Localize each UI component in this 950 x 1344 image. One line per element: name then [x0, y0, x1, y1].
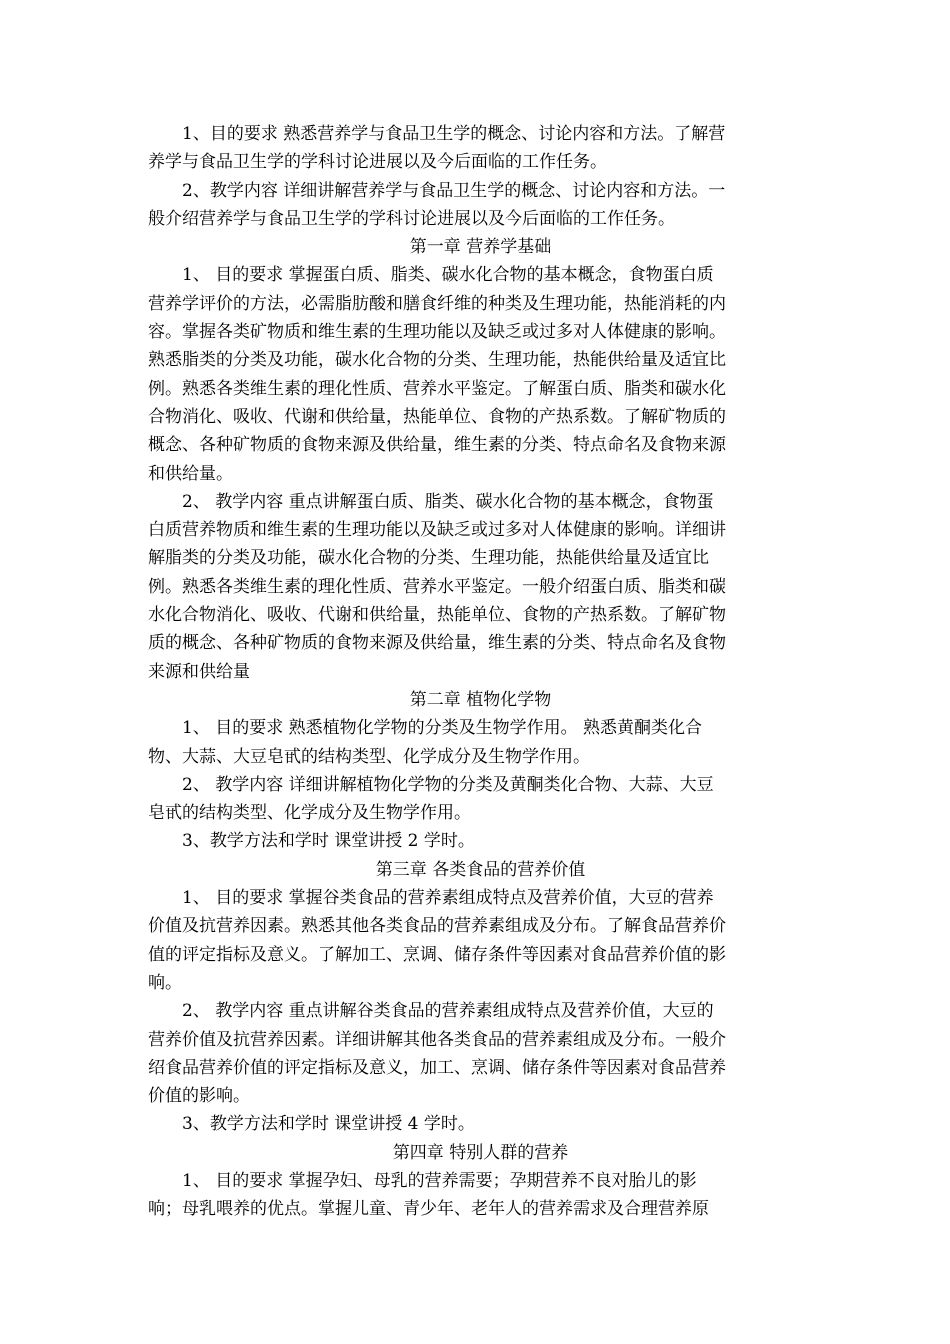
chapter-heading: 第四章 特别人群的营养 — [392, 1142, 569, 1163]
text-line: 容。掌握各类矿物质和维生素的生理功能以及缺乏或过多对人体健康的影响。 — [148, 322, 726, 343]
text-line: 1、目的要求 熟悉营养学与食品卫生学的概念、讨论内容和方法。了解营 — [182, 124, 726, 144]
text-line: 1、 目的要求 掌握谷类食品的营养素组成特点及营养价值，大豆的营养 — [182, 888, 714, 909]
chapter-heading: 第一章 营养学基础 — [409, 237, 552, 258]
text-line: 2、 教学内容 重点讲解谷类食品的营养素组成特点及营养价值，大豆的 — [182, 1001, 714, 1022]
text-line: 1、 目的要求 掌握孕妇、母乳的营养需要；孕期营养不良对胎儿的影 — [182, 1170, 697, 1191]
text-line: 般介绍营养学与食品卫生学的学科讨论进展以及今后面临的工作任务。 — [148, 208, 675, 229]
text-line: 3、教学方法和学时 课堂讲授 4 学时。 — [182, 1114, 475, 1135]
text-line: 质的概念、各种矿物质的食物来源及供给量，维生素的分类、特点命名及食物 — [148, 633, 726, 654]
text-line: 合物消化、吸收、代谢和供给量，热能单位、食物的产热系数。了解矿物质的 — [148, 406, 726, 427]
text-line: 白质营养物质和维生素的生理功能以及缺乏或过多对人体健康的影响。详细讲 — [148, 520, 726, 541]
text-line: 2、教学内容 详细讲解营养学与食品卫生学的概念、讨论内容和方法。一 — [182, 180, 726, 201]
text-line: 例。熟悉各类维生素的理化性质、营养水平鉴定。了解蛋白质、脂类和碳水化 — [148, 378, 726, 399]
text-line: 3、教学方法和学时 课堂讲授 2 学时。 — [182, 831, 475, 852]
text-line: 来源和供给量 — [148, 661, 250, 682]
text-line: 值的评定指标及意义。了解加工、烹调、储存条件等因素对食品营养价值的影 — [148, 944, 726, 965]
text-line: 例。熟悉各类维生素的理化性质、营养水平鉴定。一般介绍蛋白质、脂类和碳 — [148, 576, 726, 597]
text-line: 价值及抗营养因素。熟悉其他各类食品的营养素组成及分布。了解食品营养价 — [148, 916, 726, 937]
text-line: 价值的影响。 — [148, 1086, 250, 1107]
text-line: 熟悉脂类的分类及功能，碳水化合物的分类、生理功能，热能供给量及适宜比 — [148, 350, 726, 371]
text-line: 1、 目的要求 掌握蛋白质、脂类、碳水化合物的基本概念，食物蛋白质 — [182, 265, 714, 286]
text-line: 解脂类的分类及功能，碳水化合物的分类、生理功能，热能供给量及适宜比 — [148, 548, 709, 569]
text-line: 营养学评价的方法，必需脂肪酸和膳食纤维的种类及生理功能，热能消耗的内 — [148, 293, 726, 314]
text-line: 物、大蒜、大豆皂甙的结构类型、化学成分及生物学作用。 — [148, 746, 590, 767]
text-line: 和供给量。 — [148, 463, 233, 484]
text-line: 响；母乳喂养的优点。掌握儿童、青少年、老年人的营养需求及合理营养原 — [148, 1199, 709, 1220]
text-line: 水化合物消化、吸收、代谢和供给量，热能单位、食物的产热系数。了解矿物 — [148, 605, 726, 626]
text-line: 概念、各种矿物质的食物来源及供给量，维生素的分类、特点命名及食物来源 — [148, 435, 726, 456]
text-line: 响。 — [148, 972, 182, 993]
text-line: 1、 目的要求 熟悉植物化学物的分类及生物学作用。 熟悉黄酮类化合 — [182, 718, 703, 739]
chapter-heading: 第二章 植物化学物 — [409, 689, 552, 710]
text-line: 2、 教学内容 重点讲解蛋白质、脂类、碳水化合物的基本概念，食物蛋 — [182, 491, 714, 512]
chapter-heading: 第三章 各类食品的营养价值 — [375, 859, 586, 880]
text-line: 营养价值及抗营养因素。详细讲解其他各类食品的营养素组成及分布。一般介 — [148, 1029, 726, 1050]
text-line: 皂甙的结构类型、化学成分及生物学作用。 — [148, 803, 471, 824]
text-line: 绍食品营养价值的评定指标及意义，加工、烹调、储存条件等因素对食品营养 — [148, 1057, 726, 1078]
text-line: 养学与食品卫生学的学科讨论进展以及今后面临的工作任务。 — [148, 152, 607, 173]
document-page — [148, 120, 813, 1224]
text-line: 2、 教学内容 详细讲解植物化学物的分类及黄酮类化合物、大蒜、大豆 — [182, 774, 714, 795]
